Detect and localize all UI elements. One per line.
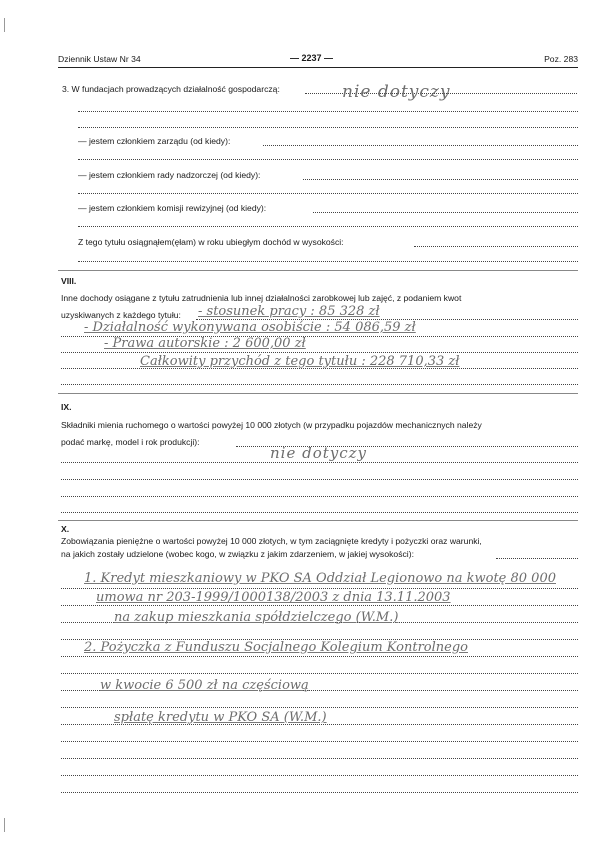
answer-line <box>61 479 578 480</box>
handwritten-liability-2: umowa nr 203-1999/1000138/2003 z dnia 13.11.2003 <box>96 590 451 605</box>
answer-line <box>78 261 578 262</box>
section-divider <box>58 393 578 394</box>
answer-line <box>303 179 578 180</box>
handwritten-liability-1: 1. Kredyt mieszkaniowy w PKO SA Oddział Legionowo na kwotę 80 000 <box>84 571 556 586</box>
answer-line <box>61 605 578 606</box>
answer-line <box>78 226 578 227</box>
answer-line <box>61 496 578 497</box>
page-header <box>58 53 578 68</box>
page-number: — 2237 — <box>290 53 334 63</box>
section-8-numeral: VIII. <box>61 276 77 286</box>
answer-line <box>61 512 578 513</box>
section-10-numeral: X. <box>61 524 70 534</box>
handwritten-liability-6: spłatę kredytu w PKO SA (W.M.) <box>114 710 327 725</box>
answer-line <box>61 588 578 589</box>
answer-line <box>61 707 578 708</box>
answer-line <box>78 159 578 160</box>
answer-line <box>263 145 578 146</box>
section-10-text-line2: na jakich zostały udzielone (wobec kogo, w związku z jakim zdarzeniem, w jakiej wysokości): <box>61 549 414 559</box>
handwritten-income-3: - Prawa autorskie : 2 600,00 zł <box>104 336 306 351</box>
section-9-numeral: IX. <box>61 402 72 412</box>
section-8-text-line2: uzyskiwanych z każdego tytułu: <box>61 310 181 320</box>
answer-line <box>61 758 578 759</box>
handwritten-liability-5: w kwocie 6 500 zł na częściową <box>100 678 309 693</box>
answer-line <box>78 111 578 112</box>
answer-line <box>61 741 578 742</box>
handwritten-income-2: - Działalność wykonywana osobiście : 54 086,59 zł <box>84 320 416 335</box>
answer-line <box>78 193 578 194</box>
answer-line <box>78 127 578 128</box>
scan-edge-mark <box>4 18 5 32</box>
answer-line <box>61 673 578 674</box>
answer-line <box>496 558 578 559</box>
audit-committee-label: — jestem członkiem komisji rewizyjnej (od kiedy): <box>78 203 267 213</box>
section-8-text-line1: Inne dochody osiągane z tytułu zatrudnienia lub innej działalności zarobkowej lub zajęć, z podaniem kwot <box>61 293 462 303</box>
handwritten-income-1: - stosunek pracy : 85 328 zł <box>198 304 380 319</box>
scan-edge-mark <box>4 818 5 832</box>
income-label: Z tego tytułu osiągnąłem(ęłam) w roku ubiegłym dochód w wysokości: <box>78 237 344 247</box>
answer-line <box>61 352 578 353</box>
handwritten-liability-3: na zakup mieszkania spółdzielczego (W.M.) <box>114 610 399 625</box>
section-3-title: 3. W fundacjach prowadzących działalność gospodarczą: <box>62 84 280 94</box>
supervisory-board-label: — jestem członkiem rady nadzorczej (od kiedy): <box>78 170 261 180</box>
handwritten-liability-4: 2. Pożyczka z Funduszu Socjalnego Kolegium Kontrolnego <box>84 640 468 655</box>
board-member-label: — jestem członkiem zarządu (od kiedy): <box>78 136 231 146</box>
answer-line <box>313 212 578 213</box>
answer-line <box>61 775 578 776</box>
answer-line <box>61 792 578 793</box>
handwritten-income-4: Całkowity przychód z tego tytułu : 228 710,33 zł <box>140 354 460 369</box>
journal-title: Dziennik Ustaw Nr 34 <box>58 54 141 64</box>
answer-line <box>61 384 578 385</box>
section-9-text-line2: podać markę, model i rok produkcji): <box>61 437 200 447</box>
answer-line <box>61 462 578 463</box>
section-9-text-line1: Składniki mienia ruchomego o wartości powyżej 10 000 złotych (w przypadku pojazdów mechanicznych należy <box>61 420 482 430</box>
handwritten-not-applicable: nie dotyczy <box>342 82 451 102</box>
position-number: Poz. 283 <box>544 54 578 64</box>
answer-line <box>414 246 578 247</box>
handwritten-not-applicable: nie dotyczy <box>270 444 368 462</box>
section-divider <box>58 270 578 271</box>
answer-line <box>61 656 578 657</box>
section-divider <box>58 520 578 521</box>
section-10-text-line1: Zobowiązania pieniężne o wartości powyżej 10 000 złotych, w tym zaciągnięte kredyty i pożyczki oraz warunki, <box>61 536 482 546</box>
